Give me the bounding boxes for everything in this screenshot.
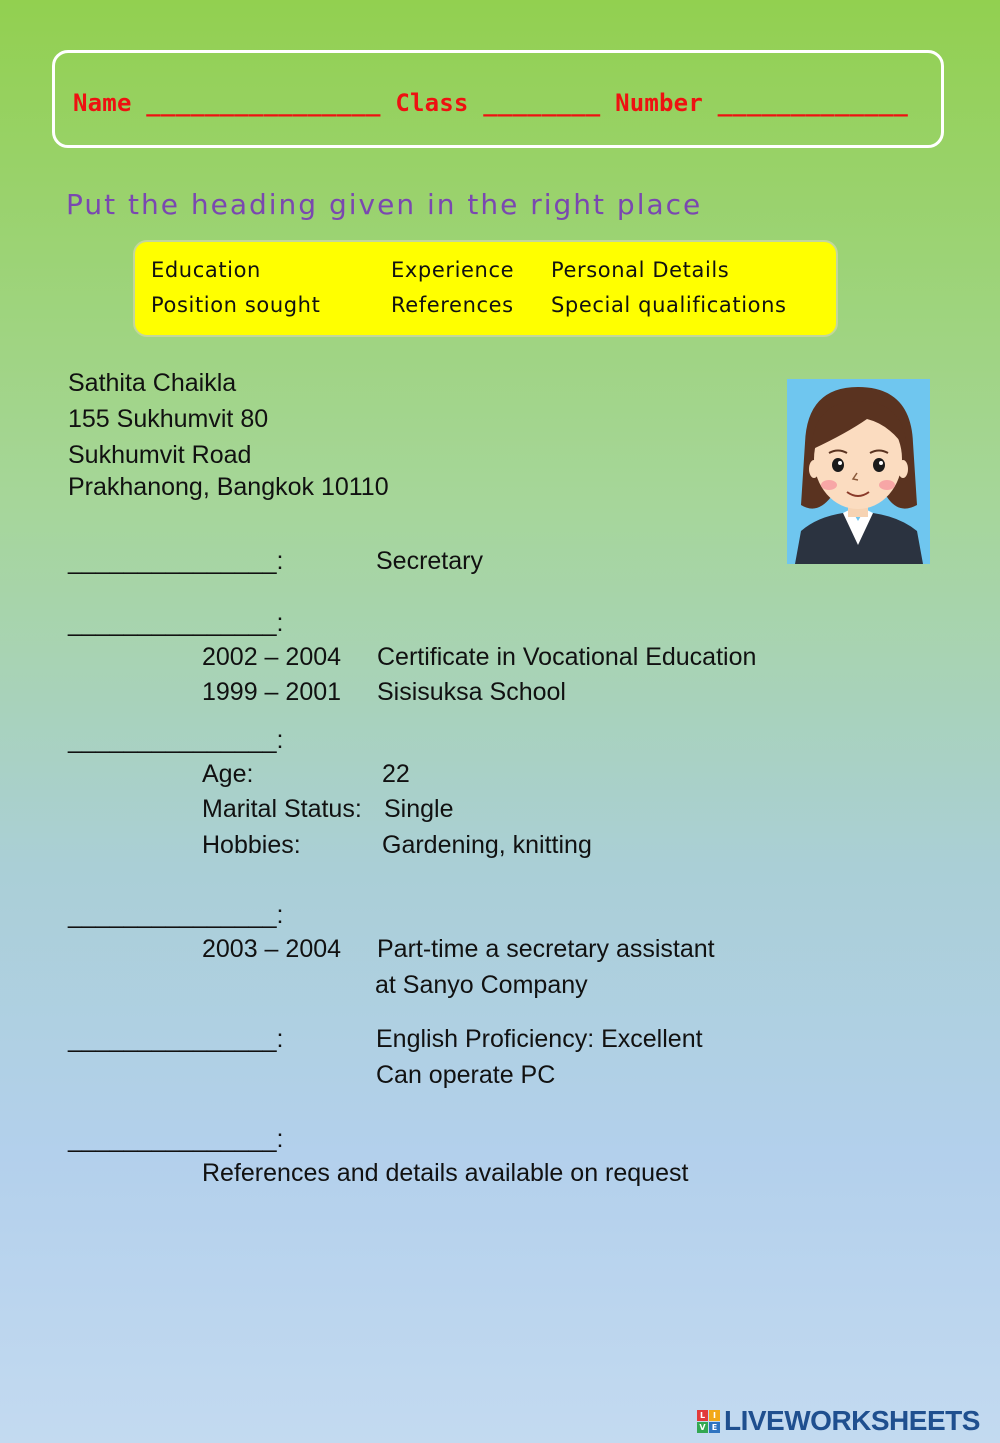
qualification-2: Can operate PC	[376, 1061, 556, 1089]
age-value: 22	[382, 760, 410, 788]
address-name: Sathita Chaikla	[68, 369, 237, 397]
applicant-photo	[787, 379, 930, 564]
blank-personal-details[interactable]: _______________:	[68, 726, 284, 754]
references-text: References and details available on request	[202, 1159, 689, 1187]
hobbies-value: Gardening, knitting	[382, 831, 592, 859]
instruction-text: Put the heading given in the right place	[66, 188, 703, 221]
marital-status-label: Marital Status:	[202, 795, 362, 823]
position-value: Secretary	[376, 547, 483, 575]
class-label: Class	[395, 89, 469, 117]
name-label: Name	[73, 89, 132, 117]
liveworksheets-text: LIVEWORKSHEETS	[724, 1405, 980, 1436]
address-line-2: Sukhumvit Road	[68, 441, 252, 469]
education-years-2: 1999 – 2001	[202, 678, 342, 706]
word-education[interactable]: Education	[151, 258, 261, 282]
education-detail-2: Sisisuksa School	[377, 678, 566, 706]
word-special-qualifications[interactable]: Special qualifications	[551, 293, 787, 317]
education-years-1: 2002 – 2004	[202, 643, 342, 671]
blank-special-qualifications[interactable]: _______________:	[68, 1025, 284, 1053]
word-bank	[133, 240, 838, 337]
student-info-line	[73, 89, 908, 117]
student-info-box	[52, 50, 944, 148]
word-experience[interactable]: Experience	[391, 258, 515, 282]
address-line-1: 155 Sukhumvit 80	[68, 405, 269, 433]
word-personal-details[interactable]: Personal Details	[551, 258, 730, 282]
experience-line-2: at Sanyo Company	[375, 971, 588, 999]
class-blank[interactable]: ________	[483, 89, 601, 117]
liveworksheets-icon: L I V E	[697, 1410, 721, 1434]
name-blank[interactable]: ________________	[146, 89, 381, 117]
blank-experience[interactable]: _______________:	[68, 901, 284, 929]
address-line-3: Prakhanong, Bangkok 10110	[68, 473, 389, 501]
hobbies-label: Hobbies:	[202, 831, 301, 859]
blank-references[interactable]: _______________:	[68, 1125, 284, 1153]
blank-position-sought[interactable]: _______________:	[68, 547, 284, 575]
qualification-1: English Proficiency: Excellent	[376, 1025, 703, 1053]
blank-education[interactable]: _______________:	[68, 609, 284, 637]
education-detail-1: Certificate in Vocational Education	[377, 643, 757, 671]
word-references[interactable]: References	[391, 293, 514, 317]
age-label: Age:	[202, 760, 254, 788]
experience-line-1: Part-time a secretary assistant	[377, 935, 715, 963]
number-label: Number	[615, 89, 703, 117]
word-position-sought[interactable]: Position sought	[151, 293, 321, 317]
number-blank[interactable]: _____________	[717, 89, 909, 117]
experience-years: 2003 – 2004	[202, 935, 342, 963]
applicant-cartoon	[787, 379, 930, 564]
marital-status-value: Single	[384, 795, 454, 823]
